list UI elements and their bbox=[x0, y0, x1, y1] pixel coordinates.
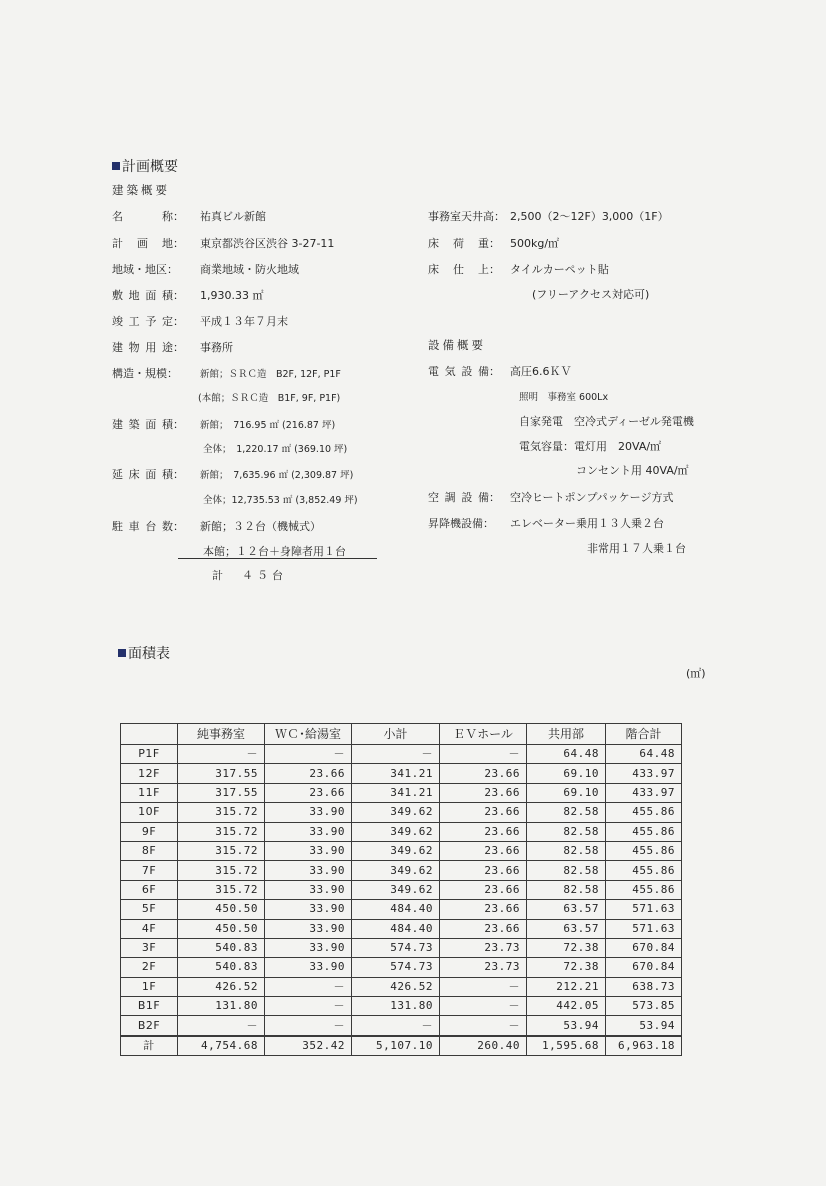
value-zone: 商業地域・防火地域 bbox=[200, 263, 299, 276]
value-ceiling: 2,500（2～12F）3,000（1F） bbox=[510, 210, 669, 223]
table-cell: 315.72 bbox=[178, 803, 265, 822]
label-hvac: 空 調 設 備： bbox=[428, 491, 500, 504]
table-cell: 352.42 bbox=[265, 1036, 352, 1056]
table-cell: 69.10 bbox=[527, 783, 606, 802]
table-cell: 23.66 bbox=[265, 783, 352, 802]
table-cell: 349.62 bbox=[352, 822, 440, 841]
table-row bbox=[121, 938, 682, 957]
table-row bbox=[121, 803, 682, 822]
value-name: 祐真ビル新館 bbox=[200, 210, 266, 223]
table-cell-floor: 11F bbox=[121, 783, 178, 802]
table-cell: 23.73 bbox=[440, 958, 527, 977]
value-load: 500kg/㎡ bbox=[510, 237, 560, 250]
table-cell: 349.62 bbox=[352, 861, 440, 880]
table-cell: 64.48 bbox=[527, 745, 606, 764]
area-table-header bbox=[121, 724, 682, 745]
table-row bbox=[121, 919, 682, 938]
value-site-area: 1,930.33 ㎡ bbox=[200, 289, 264, 302]
table-cell-floor: 4F bbox=[121, 919, 178, 938]
table-row bbox=[121, 861, 682, 880]
table-cell: － bbox=[440, 997, 527, 1016]
header-wc: ＷＣ･給湯室 bbox=[265, 724, 352, 745]
table-cell: 33.90 bbox=[265, 822, 352, 841]
label-electric: 電 気 設 備： bbox=[428, 365, 500, 378]
table-cell: 574.73 bbox=[352, 938, 440, 957]
label-site-area: 敷 地 面 積： bbox=[112, 289, 184, 302]
table-cell: 53.94 bbox=[527, 1016, 606, 1036]
table-cell: － bbox=[352, 1016, 440, 1036]
table-row bbox=[121, 880, 682, 899]
table-cell: 426.52 bbox=[178, 977, 265, 996]
table-cell: － bbox=[440, 1016, 527, 1036]
table-cell: 573.85 bbox=[606, 997, 682, 1016]
table-cell: 72.38 bbox=[527, 938, 606, 957]
table-cell: 315.72 bbox=[178, 822, 265, 841]
value-generator: 自家発電 空冷式ディーゼル発電機 bbox=[519, 415, 694, 428]
table-cell-floor: 2F bbox=[121, 958, 178, 977]
table-row bbox=[121, 958, 682, 977]
table-cell: 82.58 bbox=[527, 861, 606, 880]
table-cell: 455.86 bbox=[606, 841, 682, 860]
table-cell: 315.72 bbox=[178, 841, 265, 860]
section-title-plan: 計画概要 bbox=[112, 156, 178, 176]
table-cell: 33.90 bbox=[265, 841, 352, 860]
table-row bbox=[121, 841, 682, 860]
table-cell: 33.90 bbox=[265, 861, 352, 880]
table-cell: 82.58 bbox=[527, 880, 606, 899]
label-building-area: 建 築 面 積： bbox=[112, 418, 184, 431]
table-cell: 341.21 bbox=[352, 783, 440, 802]
table-cell: 23.66 bbox=[440, 919, 527, 938]
table-row bbox=[121, 997, 682, 1016]
value-building-area-new: 新館； 716.95 ㎡ (216.87 坪) bbox=[200, 420, 336, 431]
table-cell: 33.90 bbox=[265, 919, 352, 938]
table-cell-floor: 計 bbox=[121, 1036, 178, 1056]
table-cell: 341.21 bbox=[352, 764, 440, 783]
table-cell: 426.52 bbox=[352, 977, 440, 996]
value-completion: 平成１３年７月末 bbox=[200, 315, 288, 328]
label-name: 名 称： bbox=[112, 210, 184, 223]
section-title-area: 面積表 bbox=[118, 643, 170, 663]
table-cell: 23.66 bbox=[440, 783, 527, 802]
label-finish: 床 仕 上： bbox=[428, 263, 500, 276]
table-total-row bbox=[121, 1036, 682, 1056]
table-cell: 455.86 bbox=[606, 861, 682, 880]
table-cell-floor: 6F bbox=[121, 880, 178, 899]
table-cell: 33.90 bbox=[265, 938, 352, 957]
table-cell-floor: 8F bbox=[121, 841, 178, 860]
value-finish-note: (フリーアクセス対応可) bbox=[532, 288, 650, 301]
value-structure-new: 新館；ＳＲＣ造 B2F, 12F, P1F bbox=[200, 369, 341, 380]
value-building-area-total: 全体； 1,220.17 ㎡ (369.10 坪) bbox=[203, 444, 348, 455]
table-cell: － bbox=[265, 1016, 352, 1036]
table-cell: 23.66 bbox=[440, 880, 527, 899]
table-cell: 23.66 bbox=[440, 841, 527, 860]
table-cell: 260.40 bbox=[440, 1036, 527, 1056]
table-cell: 23.66 bbox=[440, 803, 527, 822]
value-parking-new: 新館；３２台（機械式） bbox=[200, 520, 321, 533]
table-cell: 131.80 bbox=[178, 997, 265, 1016]
table-cell: － bbox=[178, 1016, 265, 1036]
table-cell-floor: B1F bbox=[121, 997, 178, 1016]
table-cell: 349.62 bbox=[352, 880, 440, 899]
value-outlet: コンセント用 40VA/㎡ bbox=[576, 464, 689, 477]
table-cell: 571.63 bbox=[606, 919, 682, 938]
table-cell: 455.86 bbox=[606, 803, 682, 822]
table-cell: 82.58 bbox=[527, 822, 606, 841]
value-floor-area-total: 全体；12,735.53 ㎡ (3,852.49 坪) bbox=[203, 495, 358, 506]
table-row bbox=[121, 783, 682, 802]
table-row bbox=[121, 822, 682, 841]
table-cell: 5,107.10 bbox=[352, 1036, 440, 1056]
table-cell: 23.66 bbox=[440, 822, 527, 841]
table-cell: 317.55 bbox=[178, 764, 265, 783]
table-cell: － bbox=[440, 745, 527, 764]
label-site: 計 画 地： bbox=[112, 237, 184, 250]
square-bullet-icon bbox=[112, 162, 120, 170]
table-row bbox=[121, 745, 682, 764]
table-row bbox=[121, 1016, 682, 1036]
header-ev-hall: ＥＶホール bbox=[440, 724, 527, 745]
header-net-office: 純事務室 bbox=[178, 724, 265, 745]
header-floor-total: 階合計 bbox=[606, 724, 682, 745]
table-cell: － bbox=[265, 997, 352, 1016]
table-cell-floor: B2F bbox=[121, 1016, 178, 1036]
table-cell: 433.97 bbox=[606, 764, 682, 783]
table-cell: 33.90 bbox=[265, 803, 352, 822]
table-cell: 540.83 bbox=[178, 938, 265, 957]
building-overview-heading: 建築概要 bbox=[112, 183, 170, 197]
table-cell: 349.62 bbox=[352, 803, 440, 822]
value-parking-total: 計 ４５台 bbox=[212, 569, 287, 582]
table-cell: 33.90 bbox=[265, 900, 352, 919]
table-cell: 6,963.18 bbox=[606, 1036, 682, 1056]
table-cell: － bbox=[265, 745, 352, 764]
label-usage: 建 物 用 途： bbox=[112, 341, 184, 354]
table-cell: 442.05 bbox=[527, 997, 606, 1016]
table-cell: 23.66 bbox=[440, 764, 527, 783]
header-floor bbox=[121, 724, 178, 745]
equipment-heading: 設備概要 bbox=[428, 338, 486, 352]
header-common: 共用部 bbox=[527, 724, 606, 745]
value-capacity: 電気容量：電灯用 20VA/㎡ bbox=[519, 440, 662, 453]
table-cell: 63.57 bbox=[527, 919, 606, 938]
value-usage: 事務所 bbox=[200, 341, 233, 354]
table-cell: 455.86 bbox=[606, 822, 682, 841]
value-lighting: 照明 事務室 600Lx bbox=[519, 392, 609, 403]
area-table-body bbox=[121, 745, 682, 1056]
table-cell: 131.80 bbox=[352, 997, 440, 1016]
table-cell: 82.58 bbox=[527, 803, 606, 822]
parking-sum-rule bbox=[178, 558, 377, 559]
value-elevator: エレベーター乗用１３人乗２台 bbox=[510, 517, 664, 530]
table-cell: 23.66 bbox=[265, 764, 352, 783]
value-elevator-emergency: 非常用１７人乗１台 bbox=[587, 542, 686, 555]
table-cell: 64.48 bbox=[606, 745, 682, 764]
table-cell-floor: 7F bbox=[121, 861, 178, 880]
table-cell: 574.73 bbox=[352, 958, 440, 977]
table-row bbox=[121, 977, 682, 996]
label-floor-area: 延 床 面 積： bbox=[112, 468, 184, 481]
table-cell: 33.90 bbox=[265, 880, 352, 899]
table-cell: 63.57 bbox=[527, 900, 606, 919]
table-cell: － bbox=[265, 977, 352, 996]
table-cell: 349.62 bbox=[352, 841, 440, 860]
label-parking: 駐 車 台 数： bbox=[112, 520, 184, 533]
header-subtotal: 小計 bbox=[352, 724, 440, 745]
table-cell: 23.73 bbox=[440, 938, 527, 957]
table-cell: 315.72 bbox=[178, 861, 265, 880]
label-completion: 竣 工 予 定： bbox=[112, 315, 184, 328]
table-cell: 72.38 bbox=[527, 958, 606, 977]
value-site: 東京都渋谷区渋谷 3-27-11 bbox=[200, 237, 335, 250]
table-cell: 317.55 bbox=[178, 783, 265, 802]
table-cell: 638.73 bbox=[606, 977, 682, 996]
table-cell: 540.83 bbox=[178, 958, 265, 977]
table-cell-floor: 12F bbox=[121, 764, 178, 783]
table-cell-floor: 1F bbox=[121, 977, 178, 996]
label-load: 床 荷 重： bbox=[428, 237, 500, 250]
label-structure: 構造・規模： bbox=[112, 367, 178, 380]
table-cell: 315.72 bbox=[178, 880, 265, 899]
table-cell: 69.10 bbox=[527, 764, 606, 783]
table-cell: 455.86 bbox=[606, 880, 682, 899]
table-cell: 450.50 bbox=[178, 900, 265, 919]
area-unit: (㎡) bbox=[686, 667, 706, 680]
table-cell: 450.50 bbox=[178, 919, 265, 938]
table-cell: 484.40 bbox=[352, 919, 440, 938]
table-cell: 4,754.68 bbox=[178, 1036, 265, 1056]
table-cell: 82.58 bbox=[527, 841, 606, 860]
table-cell-floor: 10F bbox=[121, 803, 178, 822]
table-row bbox=[121, 900, 682, 919]
area-table bbox=[120, 723, 682, 1056]
table-row bbox=[121, 764, 682, 783]
table-cell: 433.97 bbox=[606, 783, 682, 802]
table-cell: 571.63 bbox=[606, 900, 682, 919]
table-cell-floor: 5F bbox=[121, 900, 178, 919]
value-finish: タイルカーペット貼 bbox=[510, 263, 609, 276]
table-cell-floor: P1F bbox=[121, 745, 178, 764]
table-cell: 23.66 bbox=[440, 861, 527, 880]
label-elevator: 昇降機設備： bbox=[428, 517, 494, 530]
label-ceiling: 事務室天井高： bbox=[428, 210, 505, 223]
table-cell: 23.66 bbox=[440, 900, 527, 919]
table-cell: － bbox=[352, 745, 440, 764]
value-electric: 高圧6.6ＫＶ bbox=[510, 365, 572, 378]
table-cell: － bbox=[440, 977, 527, 996]
value-floor-area-new: 新館； 7,635.96 ㎡ (2,309.87 坪) bbox=[200, 470, 354, 481]
table-cell: 670.84 bbox=[606, 938, 682, 957]
value-hvac: 空冷ヒートポンプパッケージ方式 bbox=[510, 491, 674, 504]
table-cell: 670.84 bbox=[606, 958, 682, 977]
table-cell: － bbox=[178, 745, 265, 764]
table-cell-floor: 9F bbox=[121, 822, 178, 841]
table-cell: 33.90 bbox=[265, 958, 352, 977]
value-parking-main: 本館；１２台＋身障者用１台 bbox=[203, 545, 346, 558]
table-cell: 212.21 bbox=[527, 977, 606, 996]
value-structure-main: (本館；ＳＲＣ造 B1F, 9F, P1F) bbox=[198, 393, 341, 404]
table-cell-floor: 3F bbox=[121, 938, 178, 957]
square-bullet-icon bbox=[118, 649, 126, 657]
label-zone: 地域・地区： bbox=[112, 263, 178, 276]
table-cell: 1,595.68 bbox=[527, 1036, 606, 1056]
table-cell: 484.40 bbox=[352, 900, 440, 919]
table-cell: 53.94 bbox=[606, 1016, 682, 1036]
